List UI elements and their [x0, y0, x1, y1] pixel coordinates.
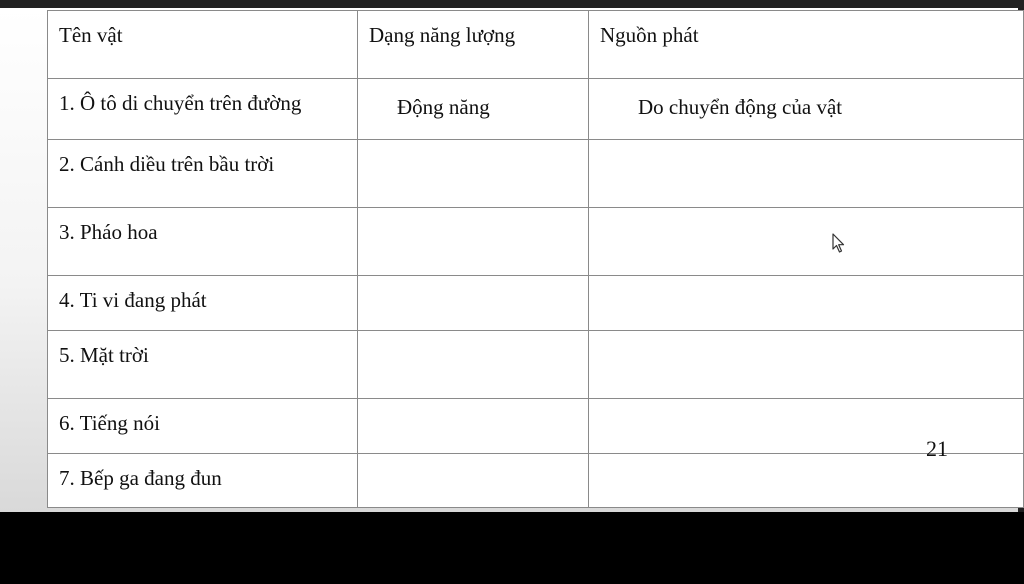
- row-2-energy-type: [358, 140, 589, 208]
- row-4-energy-type: [358, 276, 589, 331]
- header-cell-name: Tên vật: [48, 11, 358, 79]
- row-5-name: 5. Mặt trời: [48, 331, 358, 399]
- energy-table: [47, 10, 1024, 508]
- table-row: [48, 79, 1024, 140]
- row-1-energy-type: Động năng: [358, 79, 589, 140]
- table-row: [48, 140, 1024, 208]
- row-7-energy-type: [358, 454, 589, 508]
- row-1-source: Do chuyển động của vật: [589, 79, 1024, 140]
- row-2-name: 2. Cánh diều trên bầu trời: [48, 140, 358, 208]
- row-3-energy-type: [358, 208, 589, 276]
- table-row: [48, 454, 1024, 508]
- table-header-row: [48, 11, 1024, 79]
- table-row: [48, 399, 1024, 454]
- table-row: [48, 331, 1024, 399]
- row-6-source: [589, 399, 1024, 454]
- header-cell-source: Nguồn phát: [589, 11, 1024, 79]
- row-3-source: [589, 208, 1024, 276]
- row-5-source: [589, 331, 1024, 399]
- mouse-pointer-icon: [832, 233, 846, 255]
- row-7-name: 7. Bếp ga đang đun: [48, 454, 358, 508]
- row-6-name: 6. Tiếng nói: [48, 399, 358, 454]
- header-cell-energy-type: Dạng năng lượng: [358, 11, 589, 79]
- table-row: [48, 276, 1024, 331]
- row-5-energy-type: [358, 331, 589, 399]
- table-row: [48, 208, 1024, 276]
- row-4-name: 4. Ti vi đang phát: [48, 276, 358, 331]
- row-1-name: 1. Ô tô di chuyển trên đường: [48, 79, 358, 140]
- row-4-source: [589, 276, 1024, 331]
- row-2-source: [589, 140, 1024, 208]
- row-6-energy-type: [358, 399, 589, 454]
- letterbox-bar: [0, 512, 1024, 584]
- page-number: 21: [926, 436, 948, 461]
- row-3-name: 3. Pháo hoa: [48, 208, 358, 276]
- row-7-source: [589, 454, 1024, 508]
